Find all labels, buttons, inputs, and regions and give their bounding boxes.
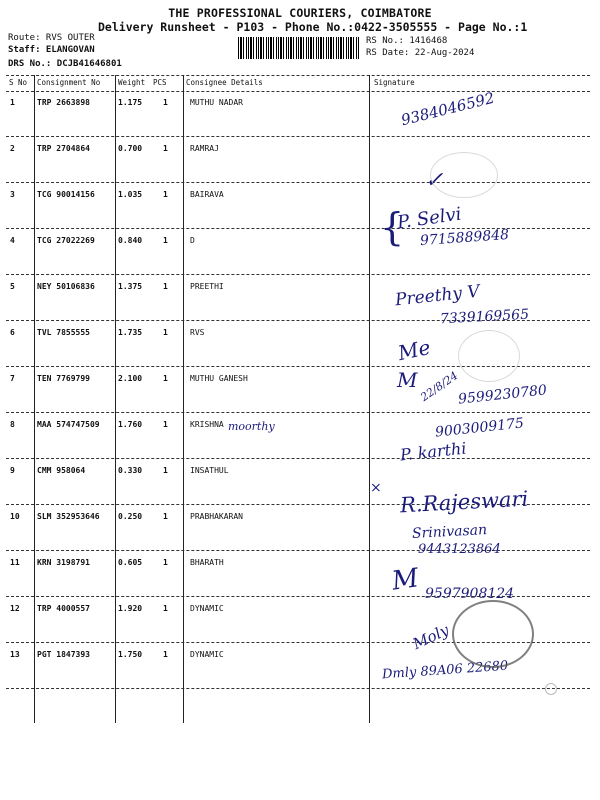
handwritten-phone: 9443123864: [418, 542, 501, 557]
handwritten-cross-mark: ×: [370, 480, 382, 496]
col-header-signature: Signature: [374, 78, 415, 87]
row-pcs: 1: [163, 512, 168, 521]
staff-label: Staff: ELANGOVAN: [8, 45, 95, 55]
row-separator: [6, 458, 590, 459]
row-separator: [6, 550, 590, 551]
company-title: THE PROFESSIONAL COURIERS, COIMBATORE: [168, 6, 432, 20]
handwritten-initials: Me: [395, 334, 433, 366]
row-consignee: RAMRAJ: [190, 144, 219, 153]
row-consignee: RVS: [190, 328, 205, 337]
row-sno: 6: [10, 328, 15, 337]
handwritten-signature: R.Rajeswari: [399, 486, 529, 518]
handwritten-phone: 7339169565: [439, 306, 530, 328]
handwritten-signature: Dmly 89A06 22680: [381, 658, 509, 683]
row-consignment-no: TVL 7855555: [37, 328, 90, 337]
handwritten-initials: Moly: [409, 620, 452, 654]
row-weight: 2.100: [118, 374, 143, 383]
row-sno: 12: [10, 604, 20, 613]
row-consignee: D: [190, 236, 195, 245]
row-pcs: 1: [163, 420, 168, 429]
row-sno: 1: [10, 98, 15, 107]
row-weight: 1.175: [118, 98, 143, 107]
row-sno: 11: [10, 558, 20, 567]
col-header-sno: S No: [9, 78, 28, 87]
row-weight: 1.735: [118, 328, 143, 337]
row-sno: 13: [10, 650, 20, 659]
handwritten-name-suffix: moorthy: [228, 420, 275, 433]
row-pcs: 1: [163, 144, 168, 153]
row-separator: [6, 136, 590, 137]
row-weight: 0.840: [118, 236, 143, 245]
row-consignment-no: TRP 2663898: [37, 98, 90, 107]
row-weight: 0.330: [118, 466, 143, 475]
row-weight: 1.760: [118, 420, 143, 429]
row-consignment-no: TRP 4000557: [37, 604, 90, 613]
handwritten-signature: Preethy V: [394, 281, 481, 311]
column-divider: [369, 75, 370, 723]
row-pcs: 1: [163, 190, 168, 199]
row-pcs: 1: [163, 374, 168, 383]
handwritten-phone: 9597908124: [425, 586, 515, 602]
handwritten-phone: 9384046592: [399, 88, 497, 130]
row-sno: 8: [10, 420, 15, 429]
row-consignment-no: TCG 90014156: [37, 190, 95, 199]
row-separator: [6, 182, 590, 183]
row-weight: 1.375: [118, 282, 143, 291]
column-divider: [34, 75, 35, 723]
row-weight: 1.920: [118, 604, 143, 613]
row-consignee: INSATHUL: [190, 466, 229, 475]
col-header-pcs: PCS: [153, 78, 167, 87]
faint-seal: [430, 152, 498, 198]
row-pcs: 1: [163, 650, 168, 659]
handwritten-initials: Srinivasan: [411, 522, 488, 542]
stray-mark: [545, 683, 557, 695]
col-header-consignee: Consignee Details: [186, 78, 263, 87]
handwritten-initials: P. Selvi: [395, 203, 463, 234]
column-divider: [115, 75, 116, 723]
row-consignee: MUTHU GANESH: [190, 374, 248, 383]
row-consignment-no: TCG 27022269: [37, 236, 95, 245]
drs-value: DCJB41646801: [56, 59, 122, 69]
row-consignee: PREETHI: [190, 282, 224, 291]
row-separator: [6, 688, 590, 689]
row-weight: 0.605: [118, 558, 143, 567]
column-divider: [183, 75, 184, 723]
row-consignment-no: SLM 352953646: [37, 512, 100, 521]
handwritten-phone: 9599230780: [457, 382, 548, 408]
handwritten-initials: M: [397, 368, 418, 392]
table-header-rule: [6, 91, 590, 92]
row-pcs: 1: [163, 236, 168, 245]
handwritten-check-mark: ✓: [425, 168, 444, 193]
row-sno: 10: [10, 512, 20, 521]
row-weight: 0.250: [118, 512, 143, 521]
handwritten-phone: 9003009175: [434, 415, 525, 441]
row-pcs: 1: [163, 466, 168, 475]
row-consignee: BHARATH: [190, 558, 224, 567]
row-sno: 5: [10, 282, 15, 291]
row-weight: 1.750: [118, 650, 143, 659]
row-separator: [6, 412, 590, 413]
row-consignment-no: PGT 1847393: [37, 650, 90, 659]
handwritten-brace: {: [380, 205, 405, 249]
row-consignment-no: TEN 7769799: [37, 374, 90, 383]
row-sno: 2: [10, 144, 15, 153]
row-consignee: PRABHAKARAN: [190, 512, 243, 521]
row-consignment-no: TRP 2704864: [37, 144, 90, 153]
row-consignment-no: MAA 574747509: [37, 420, 100, 429]
table-top-rule: [6, 75, 590, 76]
row-pcs: 1: [163, 604, 168, 613]
drs-number: [8, 59, 122, 69]
route-label: Route: RVS OUTER: [8, 33, 95, 43]
row-pcs: 1: [163, 98, 168, 107]
drs-label: DRS No.:: [8, 59, 52, 69]
row-weight: 1.035: [118, 190, 143, 199]
handwritten-phone: 9715889848: [419, 226, 510, 250]
row-sno: 7: [10, 374, 15, 383]
row-pcs: 1: [163, 558, 168, 567]
barcode: [238, 37, 360, 59]
row-sno: 4: [10, 236, 15, 245]
row-consignment-no: NEY 50106836: [37, 282, 95, 291]
company-seal: [452, 600, 534, 668]
row-sno: 3: [10, 190, 15, 199]
handwritten-initials: P. karthi: [399, 438, 468, 465]
faint-seal: [458, 330, 520, 382]
handwritten-date: 22/8/24: [418, 369, 461, 404]
row-separator: [6, 274, 590, 275]
row-consignee: BAIRAVA: [190, 190, 224, 199]
col-header-weight: Weight: [118, 78, 146, 87]
row-weight: 0.700: [118, 144, 143, 153]
row-consignment-no: CMM 958064: [37, 466, 86, 475]
handwritten-initials: M: [390, 563, 421, 597]
row-consignee: DYNAMIC: [190, 604, 224, 613]
row-pcs: 1: [163, 282, 168, 291]
rs-date: RS Date: 22-Aug-2024: [366, 48, 475, 58]
row-consignee: KRISHNA: [190, 420, 224, 429]
row-consignee: MUTHU NADAR: [190, 98, 243, 107]
row-consignment-no: KRN 3198791: [37, 558, 90, 567]
rs-number: RS No.: 1416468: [366, 36, 448, 46]
row-sno: 9: [10, 466, 15, 475]
row-consignee: DYNAMIC: [190, 650, 224, 659]
row-pcs: 1: [163, 328, 168, 337]
col-header-consignment: Consignment No: [37, 78, 101, 87]
runsheet-title: Delivery Runsheet - P103 - Phone No.:0422-3505555 - Page No.:1: [98, 20, 528, 34]
